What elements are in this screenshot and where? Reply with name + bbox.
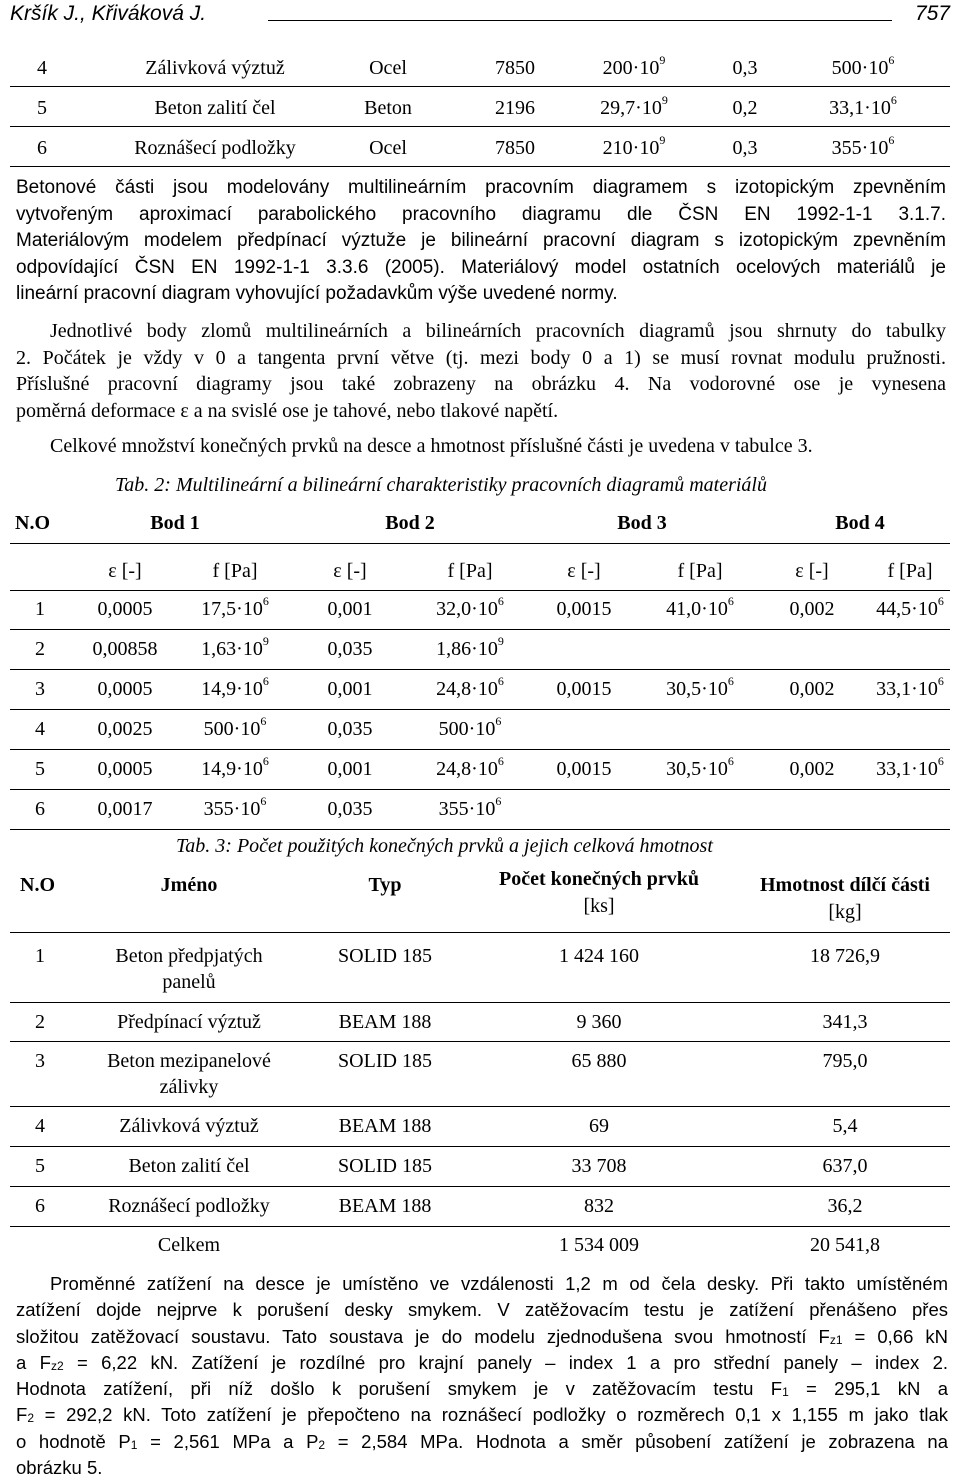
header-cell: ε [-] [333, 560, 367, 582]
table-cell [557, 678, 612, 701]
table-rule [10, 709, 950, 710]
modulus-value: $29,7\cdot 10^9$ [600, 93, 668, 119]
header-cell: f [Pa] [447, 560, 493, 582]
table-rule [10, 1002, 950, 1003]
table-cell: 5,4 [832, 1115, 858, 1137]
table-cell [600, 93, 668, 120]
table-cell [201, 634, 269, 661]
table-cell [201, 754, 269, 781]
table-cell [98, 758, 153, 781]
cell-value: 0,002 [789, 678, 835, 700]
cell-value: 0,002 [789, 758, 835, 780]
cell-value: 0,035 [327, 718, 373, 740]
table-cell: Roznášecí podložky [134, 137, 296, 159]
table-cell [203, 714, 267, 741]
table-cell: 1 [35, 598, 45, 620]
table-cell: 3 [35, 1050, 45, 1072]
paragraph-line: poměrná deformace ε a na svislé ose je tahové, nebo tlakové napětí. [16, 399, 559, 422]
table-rule [10, 126, 950, 127]
header-cell: Bod 1 [150, 512, 200, 534]
paragraph-line: odpovídající ČSN EN 1992-1-1 3.3.6 (2005). Materiálový model ostatních ocelových materiálů je [16, 256, 946, 278]
cell-value: 0,0015 [556, 678, 612, 700]
table-cell [328, 638, 373, 661]
cell-value: 0,0015 [556, 758, 612, 780]
table-cell: 33 708 [571, 1155, 627, 1177]
cell-value: $33,1\cdot 10^6$ [876, 754, 944, 780]
paragraph-element-count [50, 433, 950, 460]
table-rule [10, 1226, 950, 1227]
table-cell [438, 714, 502, 741]
paragraph-line: $F_2 = 292,2$ kN. Toto zatížení je přepočteno na roznášecí podložky o rozměrech 0,1 x 1,155 m jako tlak [16, 1404, 948, 1426]
cell-value: 0,0015 [556, 598, 612, 620]
table-cell: 5 [35, 758, 45, 780]
cell-value: 0,035 [327, 638, 373, 660]
table-cell: 18 726,9 [810, 945, 880, 967]
table-cell [201, 674, 269, 701]
table-cell: Ocel [369, 57, 407, 79]
table-cell [831, 53, 895, 80]
table-cell: 5 [35, 1155, 45, 1177]
table-cell [436, 634, 504, 661]
table-rule [10, 1146, 950, 1147]
paragraph-line: složitou zatěžovací soustavu. Tato soustava je do modelu zjednodušena svou hmotností $F_{z1} = 0,66$ kN [16, 1325, 949, 1347]
paragraph-line: Celkové množství konečných prvků na desce a hmotnost příslušné části je uvedena v tabulce 3. [50, 435, 813, 457]
cell-value: $24,8\cdot 10^6$ [436, 754, 504, 780]
table-cell: 2196 [495, 97, 535, 119]
table-cell: BEAM 188 [338, 1115, 432, 1137]
table-cell: Roznášecí podložky [108, 1195, 270, 1217]
table-cell: 0,2 [732, 97, 758, 119]
cell-value: $41,0\cdot 10^6$ [666, 594, 734, 620]
table-cell [557, 598, 612, 621]
table-cell: panelů [162, 971, 216, 993]
table-cell [98, 718, 153, 741]
cell-value: $1,63\cdot 10^9$ [201, 634, 269, 660]
header-cell: Počet konečných prvků [499, 868, 699, 890]
paragraph-line: Materiálovým modelem předpínací výztuže je bilineární pracovní diagram s izotopickým zpevněním [16, 230, 946, 251]
cell-value: $355\cdot 10^6$ [203, 794, 267, 820]
table-cell: 2 [35, 1011, 45, 1033]
strength-value: $355\cdot 10^6$ [831, 133, 895, 159]
table-cell: 6 [35, 798, 45, 820]
table-cell: Předpínací výztuž [117, 1011, 261, 1033]
header-cell: f [Pa] [677, 560, 723, 582]
table-cell [831, 133, 895, 160]
cell-value: $30,5\cdot 10^6$ [666, 754, 734, 780]
cell-value: 0,001 [327, 678, 373, 700]
page-header [0, 0, 960, 30]
table-rule [10, 1186, 950, 1187]
paragraph-loads [16, 1271, 948, 1481]
header-cell: Bod 4 [835, 512, 885, 534]
paragraph-line: obrázku 5. [16, 1457, 103, 1479]
header-authors: Kršík J., Křiváková J. [10, 2, 207, 25]
table-cell: 9 360 [576, 1011, 622, 1033]
table-cell: 637,0 [822, 1155, 868, 1177]
table-cell [876, 594, 944, 621]
table-cell: 36,2 [827, 1195, 863, 1217]
paragraph-line: Betonové části jsou modelovány multilineárním pracovním diagramem s izotopickým zpevněním [16, 177, 946, 198]
table-cell [666, 594, 734, 621]
table-cell: Beton mezipanelové [107, 1050, 271, 1072]
header-cell: N.O [20, 874, 55, 896]
table-rule [10, 749, 950, 750]
cell-value: 0,001 [327, 758, 373, 780]
table-cell: 1 424 160 [559, 945, 639, 967]
table-cell [328, 798, 373, 821]
header-cell: [kg] [828, 901, 862, 923]
table-rule [10, 629, 950, 630]
table-cell: SOLID 185 [338, 1155, 432, 1177]
paragraph-line: Příslušné pracovní diagramy jsou také zobrazeny na obrázku 4. Na vodorovné ose je vynesena [16, 373, 946, 395]
table-cell: 5 [37, 97, 47, 119]
header-cell: [ks] [583, 895, 615, 917]
table-cell [436, 594, 504, 621]
total-label: Celkem [157, 1234, 221, 1256]
strength-value: $500\cdot 10^6$ [831, 53, 895, 79]
table-cell [557, 758, 612, 781]
table-cell [328, 718, 373, 741]
paragraph-line: 2. Počátek je vždy v 0 a tangenta první větve (tj. mezi body 0 a 1) se musí rovnat modulu pružnosti. [16, 346, 946, 369]
table-rule [10, 829, 950, 830]
total-count: 1 534 009 [559, 1234, 639, 1256]
cell-value: 0,001 [327, 598, 373, 620]
table2-caption: Tab. 2: Multilineární a bilineární charakteristiky pracovních diagramů materiálů [115, 474, 767, 496]
table-cell [328, 678, 373, 701]
table-cell [790, 758, 835, 781]
table-cell: 2 [35, 638, 45, 660]
table-cell: SOLID 185 [338, 945, 432, 967]
table-cell: Zálivková výztuž [145, 57, 285, 79]
cell-value: $44,5\cdot 10^6$ [876, 594, 944, 620]
cell-value: $24,8\cdot 10^6$ [436, 674, 504, 700]
strength-value: $33,1\cdot 10^6$ [829, 93, 897, 119]
table-cell: 65 880 [571, 1050, 627, 1072]
paragraph-line: Hodnota zatížení, při níž došlo k porušení smykem je v zatěžovacím testu $F_1 = 295,1$ kN a [16, 1378, 948, 1400]
table3-caption: Tab. 3: Počet použitých konečných prvků a jejich celková hmotnost [176, 835, 713, 857]
cell-value: $30,5\cdot 10^6$ [666, 674, 734, 700]
cell-value: 0,0005 [97, 678, 153, 700]
table-cell: Beton [364, 97, 412, 119]
header-rule [268, 20, 892, 21]
table-cell [790, 678, 835, 701]
table-cell: Beton zalití čel [154, 97, 276, 119]
table-cell: BEAM 188 [338, 1195, 432, 1217]
table-rule [10, 590, 950, 591]
header-cell: ε [-] [108, 560, 142, 582]
total-mass: 20 541,8 [810, 1234, 880, 1256]
table-cell [666, 754, 734, 781]
table-cell: 4 [37, 57, 47, 79]
header-cell: Jméno [160, 874, 218, 896]
table-cell [790, 598, 835, 621]
paragraph-line: lineární pracovní diagram vyhovující požadavkům výše uvedené normy. [16, 283, 618, 304]
table-cell: 832 [584, 1195, 614, 1217]
table-cell [201, 594, 269, 621]
table-cell: 0,3 [732, 137, 758, 159]
cell-value: 0,0005 [97, 598, 153, 620]
table-cell: 1 [35, 945, 45, 967]
cell-value: 0,00858 [92, 638, 158, 660]
table-cell [98, 798, 153, 821]
cell-value: $14,9\cdot 10^6$ [201, 674, 269, 700]
table-cell: 6 [35, 1195, 45, 1217]
table-cell [328, 598, 373, 621]
table-cell [602, 133, 666, 160]
modulus-value: $210\cdot 10^9$ [602, 133, 666, 159]
table-cell [438, 794, 502, 821]
cell-value: $500\cdot 10^6$ [438, 714, 502, 740]
paragraph-line: zatížení dojde nejprve k porušení desky smykem. V zatěžovacím testu je zatížení přenášeno přes [16, 1299, 948, 1321]
table-cell: 341,3 [822, 1011, 868, 1033]
table-cell [436, 754, 504, 781]
table-cell [203, 794, 267, 821]
table-cell [829, 93, 897, 120]
header-cell: Bod 2 [385, 512, 435, 534]
cell-value: 0,0025 [97, 718, 153, 740]
table-cell: SOLID 185 [338, 1050, 432, 1072]
table-cell [876, 674, 944, 701]
table-cell [93, 638, 158, 661]
table-cell: 795,0 [822, 1050, 868, 1072]
table-rule [10, 669, 950, 670]
table-cell [328, 758, 373, 781]
header-cell: N.O [15, 512, 50, 534]
paragraph-line: Proměnné zatížení na desce je umístěno ve vzdálenosti 1,2 m od čela desky. Při takto umístěném [50, 1273, 948, 1294]
paragraph-line: a $F_{z2} = 6,22$ kN. Zatížení je rozdílné pro krajní panely – index 1 a pro střední panely – index 2. [16, 1351, 949, 1373]
paragraph-line: vytvořeným aproximací parabolického pracovního diagramu dle ČSN EN 1992-1-1 3.1.7. [16, 203, 946, 225]
header-cell: f [Pa] [887, 560, 933, 582]
cell-value: 0,0005 [97, 758, 153, 780]
table-cell: Beton předpjatých [115, 945, 263, 967]
cell-value: $17,5\cdot 10^6$ [201, 594, 269, 620]
table-cell: 4 [35, 718, 45, 740]
page-number: 757 [914, 2, 950, 25]
table-cell: Beton zalití čel [128, 1155, 250, 1177]
header-cell: f [Pa] [212, 560, 258, 582]
table-cell: zálivky [159, 1076, 219, 1098]
cell-value: $33,1\cdot 10^6$ [876, 674, 944, 700]
table-rule [10, 1106, 950, 1107]
paragraph-line: Jednotlivé body zlomů multilineárních a bilineárních pracovních diagramů jsou shrnuty do tabulky [50, 320, 946, 342]
table-cell [602, 53, 666, 80]
table-cell: 4 [35, 1115, 45, 1137]
cell-value: $1,86\cdot 10^9$ [436, 634, 504, 660]
table-cell: Ocel [369, 137, 407, 159]
paragraph-break-points [16, 318, 946, 424]
header-cell: Bod 3 [617, 512, 667, 534]
table-rule [10, 932, 950, 933]
table-cell: 6 [37, 137, 47, 159]
table-cell [98, 678, 153, 701]
table-cell [666, 674, 734, 701]
header-cell: ε [-] [795, 560, 829, 582]
header-cell: ε [-] [567, 560, 601, 582]
paragraph-line: o hodnotě $P_1 = 2,561$ MPa a $P_2 = 2,584$ MPa. Hodnota a směr působení zatížení je zobrazena na [16, 1430, 949, 1452]
cell-value: 0,035 [327, 798, 373, 820]
header-cell: Typ [368, 874, 402, 896]
cell-value: $32,0\cdot 10^6$ [436, 594, 504, 620]
table-cell [436, 674, 504, 701]
cell-value: 0,0017 [97, 798, 153, 820]
table-cell: 3 [35, 678, 45, 700]
table-cell: Zálivková výztuž [119, 1115, 259, 1137]
table-rule [10, 166, 950, 167]
table-cell: BEAM 188 [338, 1011, 432, 1033]
cell-value: $355\cdot 10^6$ [438, 794, 502, 820]
table-cell: 7850 [495, 57, 535, 79]
cell-value: $14,9\cdot 10^6$ [201, 754, 269, 780]
modulus-value: $200\cdot 10^9$ [602, 53, 666, 79]
table-rule [10, 789, 950, 790]
table-cell [98, 598, 153, 621]
table-cell: 7850 [495, 137, 535, 159]
paragraph-material-models [16, 175, 946, 308]
table-cell [876, 754, 944, 781]
table-cell: 69 [589, 1115, 609, 1137]
table-rule [10, 543, 950, 544]
header-cell: Hmotnost dílčí části [760, 874, 930, 896]
table-cell: 0,3 [732, 57, 758, 79]
table-rule [10, 86, 950, 87]
table-rule [10, 1041, 950, 1042]
cell-value: $500\cdot 10^6$ [203, 714, 267, 740]
cell-value: 0,002 [789, 598, 835, 620]
